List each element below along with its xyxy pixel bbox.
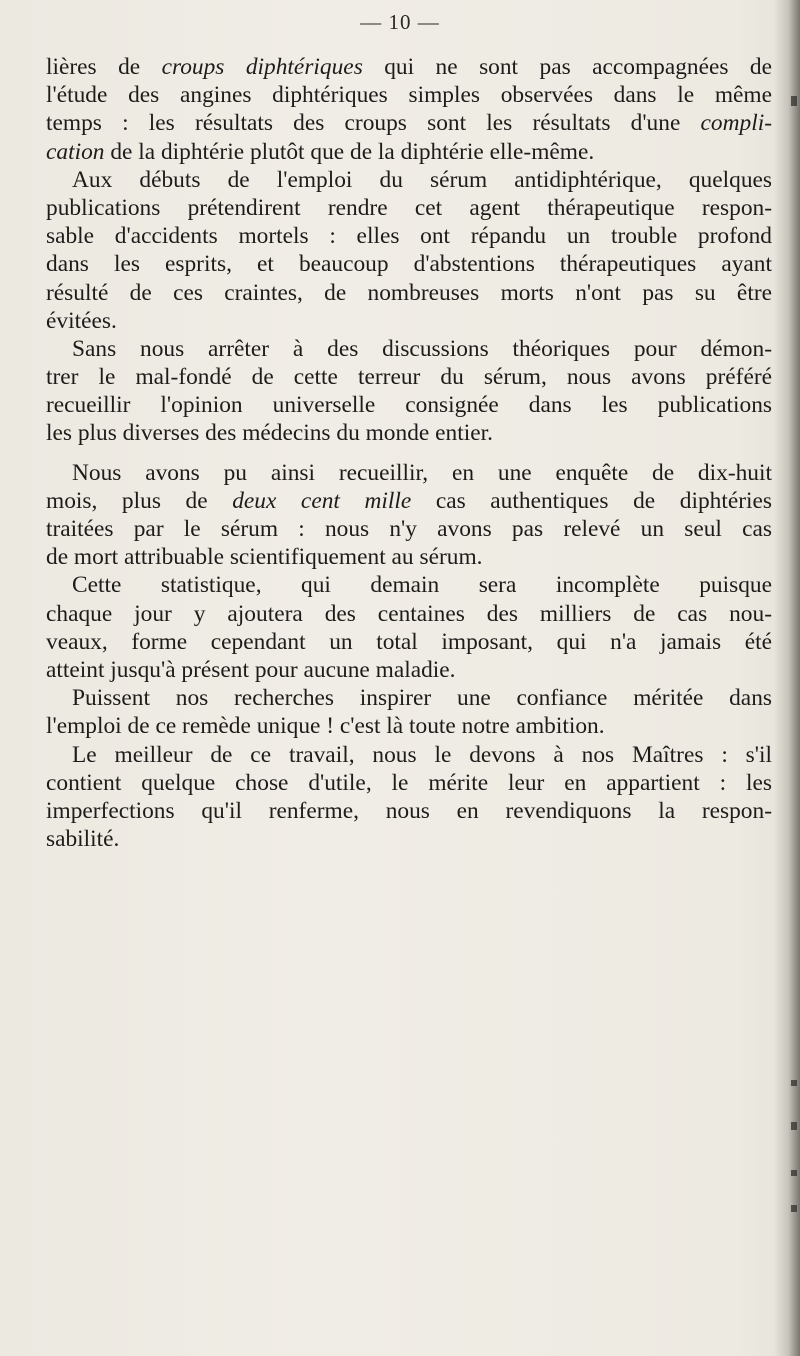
page-number: — 10 — [360,10,440,34]
text-line: dans les esprits, et beaucoup d'abstentions thérapeutiques ayant [46,251,772,278]
text-line: contient quelque chose d'utile, le mérite leur en appartient : les [46,769,772,796]
text-line: Cette statistique, qui demain sera incomplète puisque [72,572,772,599]
text-line: chaque jour y ajoutera des centaines des milliers de cas nou- [46,600,772,627]
paragraph [46,571,772,684]
text-line: atteint jusqu'à présent pour aucune maladie. [46,656,456,683]
text-line: publications prétendirent rendre cet agent thérapeutique respon- [46,194,772,221]
page-edge-mark [791,1170,797,1176]
text-line: trer le mal-fondé de cette terreur du sérum, nous avons préféré [46,364,772,391]
text-line: Puissent nos recherches inspirer une confiance méritée dans [72,685,772,712]
paragraph [46,459,772,572]
text-line: les plus diverses des médecins du monde entier. [46,420,493,447]
paragraph [46,166,772,335]
page-edge-mark [791,1080,797,1086]
page-edge-mark [791,1122,797,1130]
text-line: temps : les résultats des croups sont les résultats d'une compli- [46,110,772,137]
text-line: Nous avons pu ainsi recueillir, en une enquête de dix-huit [72,459,772,486]
text-line: recueillir l'opinion universelle consignée dans les publications [46,392,772,419]
paragraph [46,335,772,448]
text-line: traitées par le sérum : nous n'y avons pas relevé un seul cas [46,516,772,542]
text-line: de mort attribuable scientifiquement au sérum. [46,544,483,571]
text-line: cation de la diphtérie plutôt que de la diphtérie elle-même. [46,138,595,165]
text-line: lières de croups diphtériques qui ne sont pas accompagnées de [46,54,772,80]
text-line: mois, plus de deux cent mille cas authentiques de diphtéries [46,487,772,514]
text-line: Le meilleur de ce travail, nous le devons à nos Maîtres : s'il [72,741,772,768]
text-line: veaux, forme cependant un total imposant, qui n'a jamais été [46,628,772,655]
text-line: évitées. [46,307,117,334]
text-line: imperfections qu'il renferme, nous en revendiquons la respon- [46,797,772,824]
text-line: l'emploi de ce remède unique ! c'est là toute notre ambition. [46,713,605,740]
page-edge-mark [791,96,797,106]
text-line: Sans nous arrêter à des discussions théoriques pour démon- [72,335,772,362]
text-line: sable d'accidents mortels : elles ont répandu un trouble profond [46,223,772,250]
paragraph [46,53,772,166]
paragraph [46,741,772,854]
body-text [46,53,772,853]
text-line: l'étude des angines diphtériques simples observées dans le même [46,82,772,109]
paragraph [46,684,772,740]
text-line: sabilité. [46,826,120,853]
page-edge-shadow [774,0,800,1356]
text-line: Aux débuts de l'emploi du sérum antidiphtérique, quelques [72,166,772,193]
page-edge-mark [791,1205,797,1212]
text-line: résulté de ces craintes, de nombreuses morts n'ont pas su être [46,279,772,306]
